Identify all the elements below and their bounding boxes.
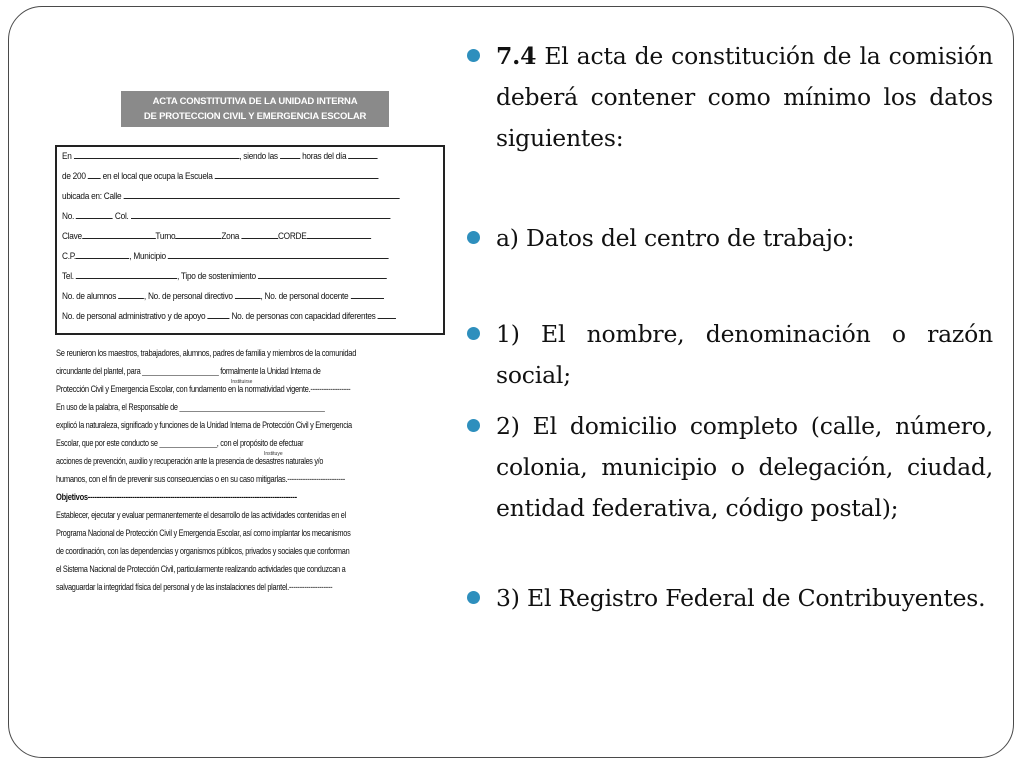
fill-line <box>258 269 387 279</box>
bullet-body: 2) El domicilio completo (calle, número, colonia, municipio o delegación, ciudad, entidad federativa, código postal); <box>496 412 993 522</box>
form-body-line: En uso de la palabra, el Responsable de ______________________________________ <box>56 402 325 412</box>
form-row-clave <box>62 229 371 243</box>
form-body-line: Protección Civil y Emergencia Escolar, con fundamento en la normatividad vigente.------------------ <box>56 384 351 394</box>
fill-line <box>175 229 221 239</box>
form-label: No. de personal directivo <box>147 291 233 301</box>
form-label: No. de personas con capacidad diferentes <box>231 311 376 321</box>
form-label: Turno <box>155 231 176 241</box>
bullet-body: El acta de constitución de la comisión deberá contener como mínimo los datos siguientes: <box>496 42 993 152</box>
fill-line <box>235 289 261 299</box>
form-body-line: Escolar, que por este conducto se _______________, con el propósito de efectuar <box>56 438 304 448</box>
form-body-line: de coordinación, con las dependencias y organismos públicos, privados y sociales que conforman <box>56 546 350 556</box>
form-row-personal <box>62 309 396 323</box>
bullet-dot-icon <box>467 419 480 432</box>
bullet-dot-icon <box>467 327 480 340</box>
fill-line <box>74 149 240 159</box>
fill-line <box>306 229 370 239</box>
fill-line <box>241 229 278 239</box>
form-body-line: el Sistema Nacional de Protección Civil, particularmente realizando actividades que conduzcan a <box>56 564 346 574</box>
form-body-line: acciones de prevención, auxilio y recuperación ante la presencia de desastres naturales y/o <box>56 456 324 466</box>
form-row-cp: C.P. , Municipio <box>62 249 389 263</box>
form-label: No. de personal docente <box>264 291 349 301</box>
form-label: CORDE <box>277 231 307 241</box>
form-label: En <box>62 151 72 161</box>
form-data-box <box>55 145 445 335</box>
form-body-line: Programa Nacional de Protección Civil y Emergencia Escolar, así como implantar los mecanismos <box>56 528 351 538</box>
form-label: No. de personal administrativo y de apoyo <box>62 311 206 321</box>
fill-line <box>168 249 389 259</box>
fill-line <box>76 209 113 219</box>
bullet-dot-icon <box>467 49 480 62</box>
fill-line <box>76 269 177 279</box>
fill-line <box>123 189 399 199</box>
bullet-body: 1) El nombre, denominación o razón social; <box>496 320 993 389</box>
fill-line <box>88 169 101 179</box>
form-label: Municipio <box>133 251 166 261</box>
fill-line <box>131 209 390 219</box>
form-label: Col. <box>114 211 129 221</box>
form-body-line: humanos, con el fin de prevenir sus consecuencias o en su caso mitigarlas.-------------------------- <box>56 474 346 484</box>
form-header-line-1: ACTA CONSTITUTIVA DE LA UNIDAD INTERNA <box>152 96 358 107</box>
form-objetivos-heading: Objetivos---------------------------------------------------------------------------------------------- <box>56 492 297 502</box>
bullet-bold-number: 7.4 <box>496 42 537 70</box>
form-row-local <box>62 169 378 183</box>
form-label: siendo las <box>243 151 278 161</box>
bullet-dot-icon <box>467 231 480 244</box>
form-label: No. de alumnos <box>62 291 117 301</box>
form-label: Tipo de sostenimiento <box>180 271 256 281</box>
fill-line <box>348 149 377 159</box>
form-label: Clave <box>62 231 82 241</box>
form-row-tel: Tel. , Tipo de sostenimiento <box>62 269 387 283</box>
form-body-line: Se reunieron los maestros, trabajadores, alumnos, padres de familia y miembros de la comunidad <box>56 348 357 358</box>
bullet-body: 3) El Registro Federal de Contribuyentes. <box>496 584 986 612</box>
form-header-line-2: DE PROTECCION CIVIL Y EMERGENCIA ESCOLAR <box>143 111 367 122</box>
fill-line <box>82 229 156 239</box>
under-label-instituye: Instituye <box>264 451 283 457</box>
form-row-calle <box>62 189 399 203</box>
form-body-line: explicó la naturaleza, significado y funciones de la Unidad Interna de Protección Civil y Emergencia <box>56 420 352 430</box>
fill-line <box>118 289 144 299</box>
form-label: C.P. <box>62 251 76 261</box>
fill-line <box>378 309 396 319</box>
bullet-dot-icon <box>467 591 480 604</box>
form-body-line: salvaguardar la integridad física del personal y de las instalaciones del plantel.-------------------- <box>56 582 333 592</box>
form-row-no-col <box>62 209 390 223</box>
fill-line <box>76 249 129 259</box>
form-label: ubicada en: Calle <box>62 191 122 201</box>
form-label: horas del día <box>302 151 347 161</box>
acta-form-image <box>50 85 450 645</box>
form-label: Zona <box>221 231 240 241</box>
form-label: en el local que ocupa la Escuela <box>102 171 213 181</box>
form-label: Tel. <box>62 271 74 281</box>
form-header <box>121 91 389 127</box>
form-label: No. <box>62 211 75 221</box>
form-row-en: En , siendo las horas del día <box>62 149 378 163</box>
bullet-text <box>496 36 993 159</box>
under-label-instituirse: Instituirse <box>231 379 253 385</box>
bullet-body: a) Datos del centro de trabajo: <box>496 224 855 252</box>
form-row-alumnos: No. de alumnos , No. de personal directivo , No. de personal docente <box>62 289 384 303</box>
form-body-line: Establecer, ejecutar y evaluar permanentemente el desarrollo de las actividades contenidas en el <box>56 510 346 520</box>
fill-line <box>350 289 383 299</box>
fill-line <box>207 309 229 319</box>
fill-line <box>280 149 300 159</box>
fill-line <box>215 169 379 179</box>
form-label: de 200 <box>62 171 86 181</box>
form-body-line: circundante del plantel, para ____________________ formalmente la Unidad Interna de <box>56 366 321 376</box>
